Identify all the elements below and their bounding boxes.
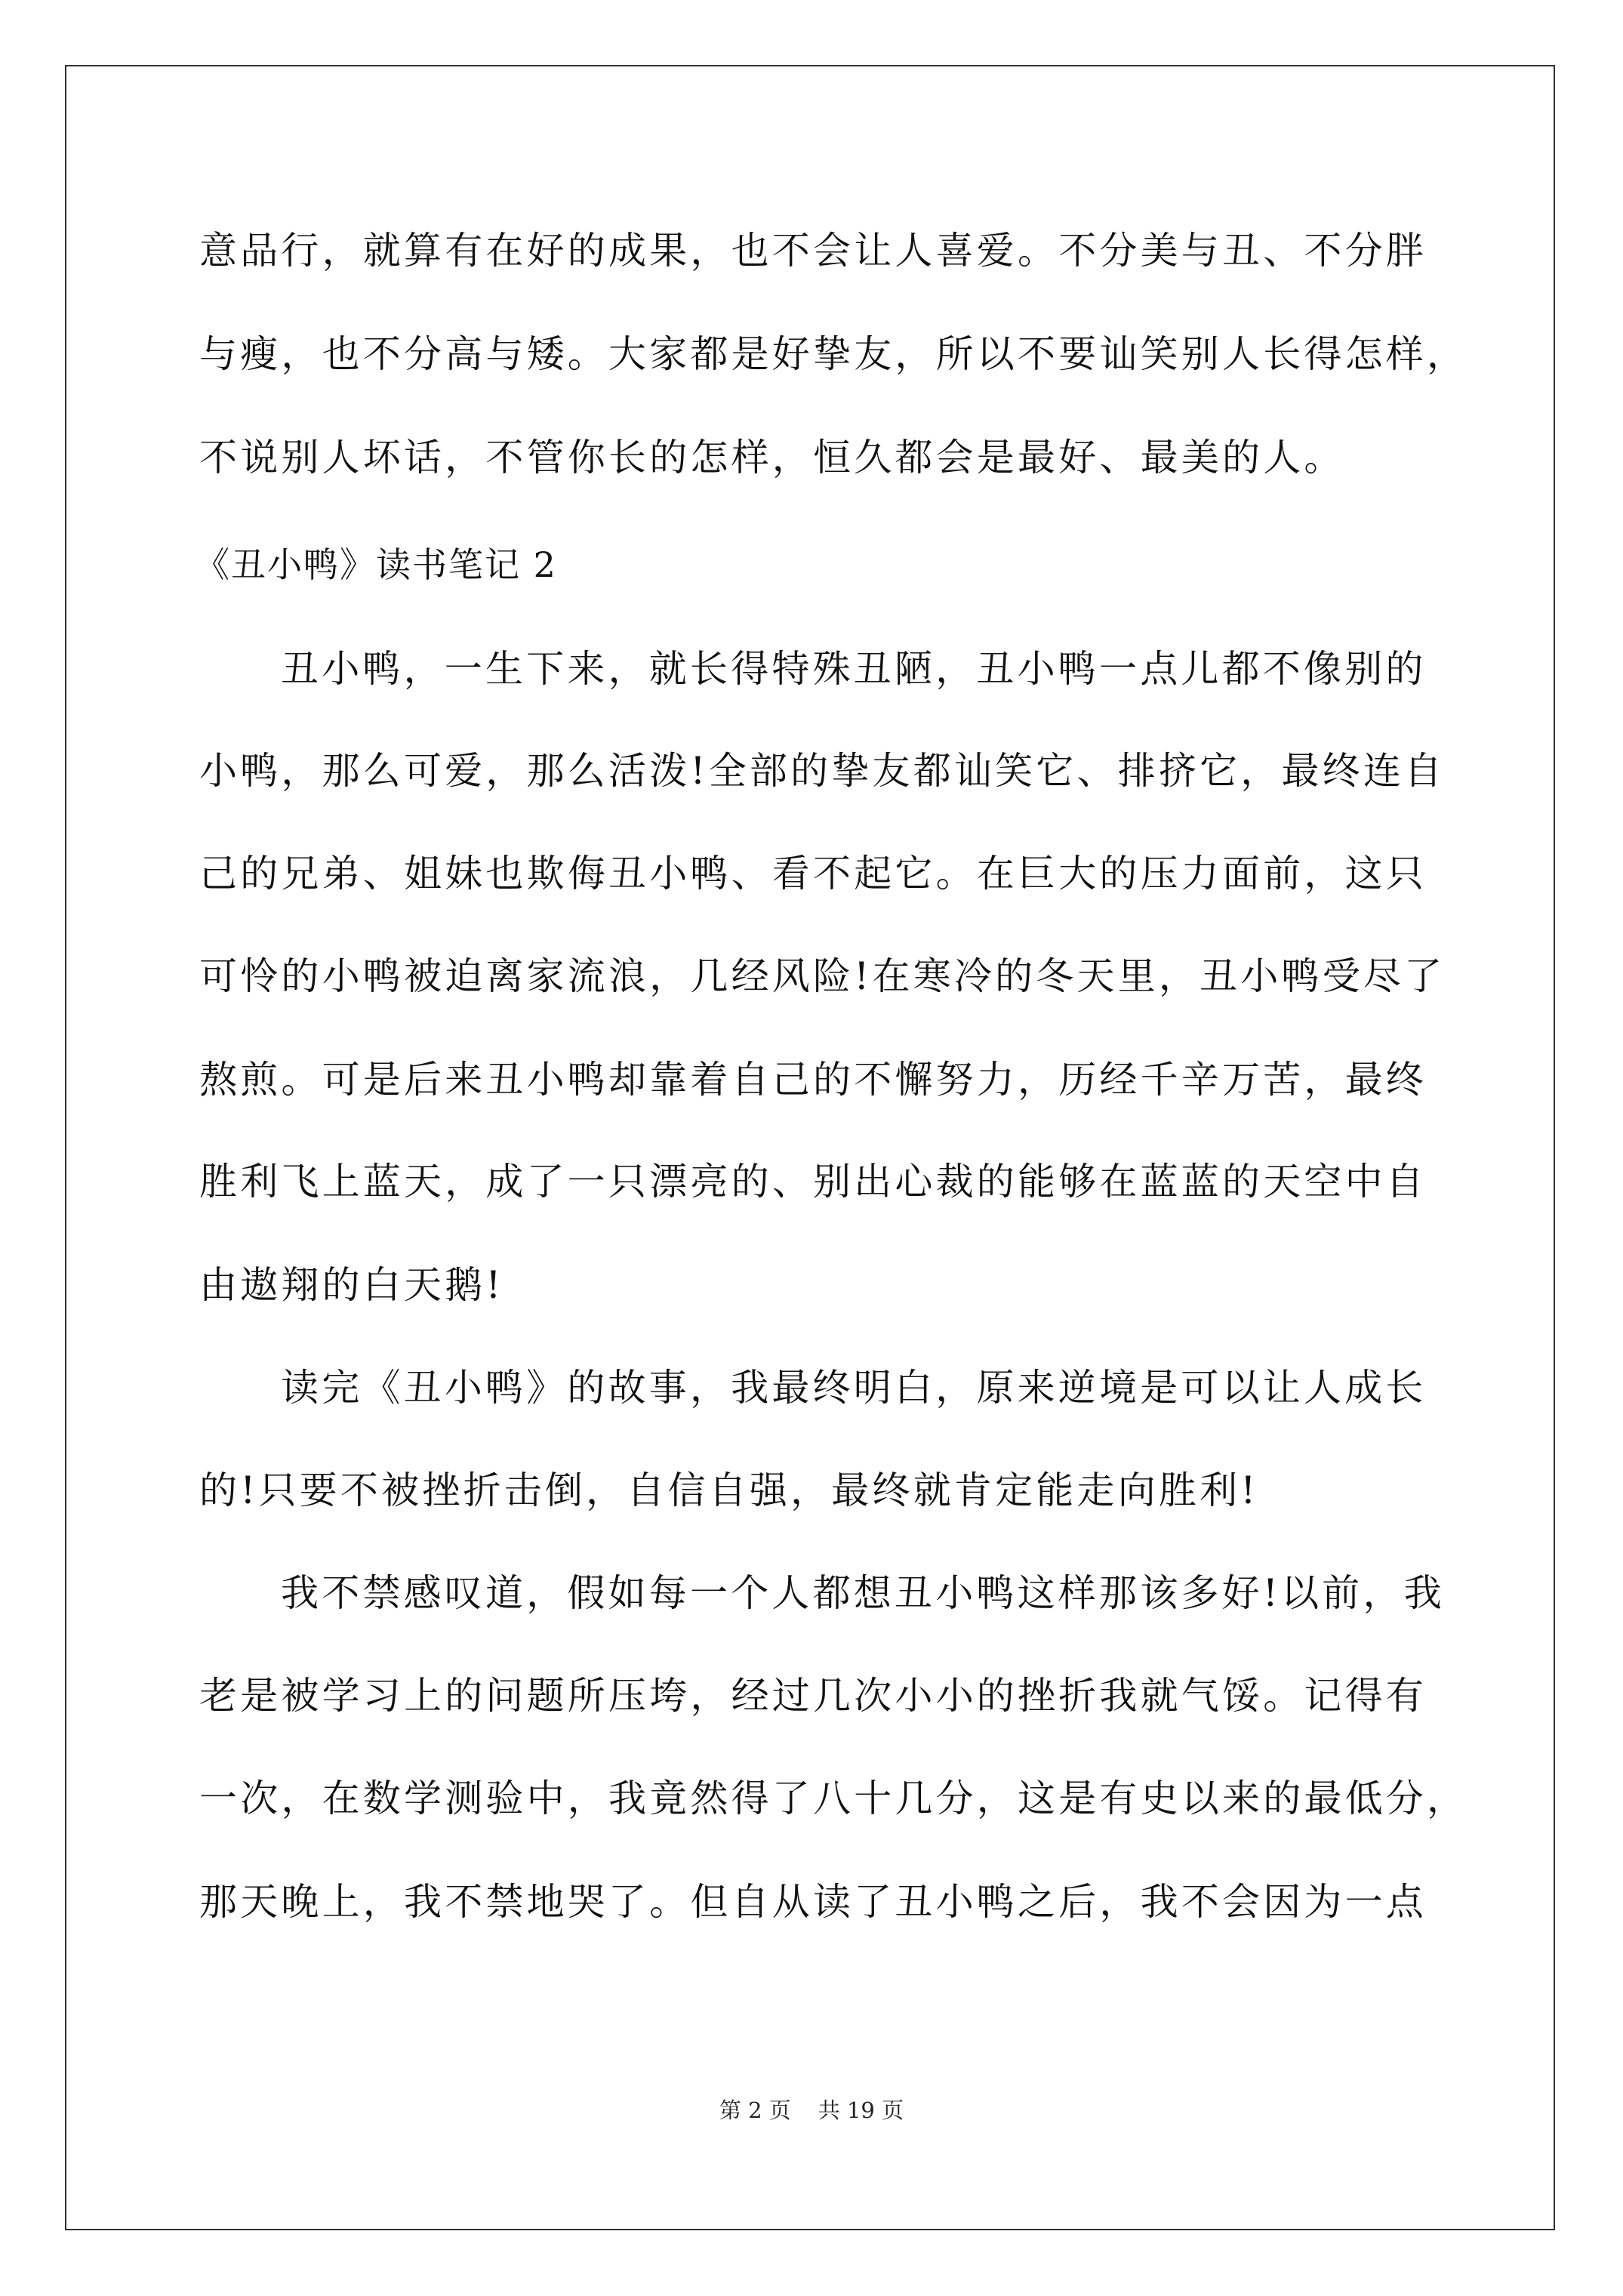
text-line: 那天晚上，我不禁地哭了。但自从读了丑小鸭之后，我不会因为一点	[199, 1880, 1427, 1924]
text-line: 熬煎。可是后来丑小鸭却靠着自己的不懈努力，历经千辛万苦，最终	[199, 1058, 1427, 1102]
text-line: 意品行，就算有在好的成果，也不会让人喜爱。不分美与丑、不分胖	[199, 229, 1427, 273]
text-line: 可怜的小鸭被迫离家流浪，几经风险!在寒冷的冬天里，丑小鸭受尽了	[199, 954, 1446, 998]
text-line: 胜利飞上蓝天，成了一只漂亮的、别出心裁的能够在蓝蓝的天空中自	[199, 1160, 1427, 1203]
text-line: 老是被学习上的问题所压垮，经过几次小小的挫折我就气馁。记得有	[199, 1674, 1427, 1718]
text-line: 的!只要不被挫折击倒，自信自强，最终就肯定能走向胜利!	[199, 1469, 1259, 1512]
page-number: 第 2 页	[719, 2097, 791, 2123]
text-line: 不说别人坏话，不管你长的怎样，恒久都会是最好、最美的人。	[199, 436, 1345, 479]
text-line: 由遨翔的白天鹅!	[199, 1263, 504, 1307]
text-line: 我不禁感叹道，假如每一个人都想丑小鸭这样那该多好!以前，我	[281, 1571, 1445, 1615]
page-total: 共 19 页	[818, 2097, 904, 2123]
text-line: 与瘦，也不分高与矮。大家都是好挚友，所以不要讪笑别人长得怎样，	[199, 332, 1468, 376]
text-line: 读完《丑小鸭》的故事，我最终明白，原来逆境是可以让人成长	[281, 1366, 1427, 1410]
text-line: 己的兄弟、姐妹也欺侮丑小鸭、看不起它。在巨大的压力面前，这只	[199, 852, 1427, 895]
section-heading: 《丑小鸭》读书笔记 2	[195, 544, 557, 585]
text-line: 丑小鸭，一生下来，就长得特殊丑陋，丑小鸭一点儿都不像别的	[281, 647, 1427, 691]
text-line: 小鸭，那么可爱，那么活泼!全部的挚友都讪笑它、排挤它，最终连自	[199, 749, 1446, 793]
text-line: 一次，在数学测验中，我竟然得了八十几分，这是有史以来的最低分，	[199, 1777, 1468, 1820]
page-footer	[0, 2097, 1623, 2124]
